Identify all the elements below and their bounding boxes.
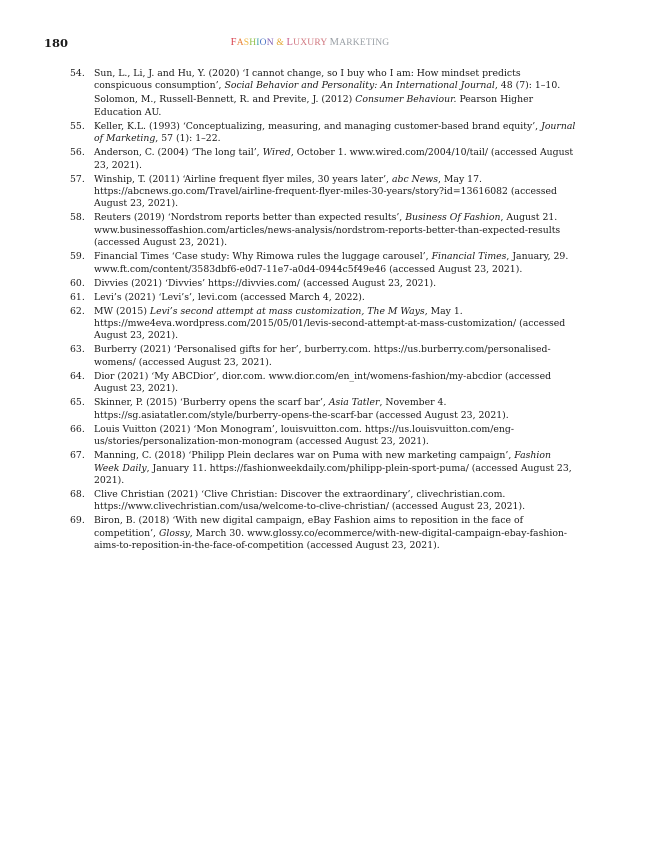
reference-number: 69. [70, 515, 85, 527]
reference-text [94, 68, 578, 93]
running-title-part: H [249, 38, 257, 48]
reference-number: 57. [70, 173, 85, 185]
reference-title-italic: Social Behavior and Personality: An International Journal [224, 80, 495, 92]
reference-text [94, 306, 578, 343]
reference-number: 55. [70, 120, 85, 132]
reference-text-part: Dior (2021) ‘My ABCDior’, dior.com. www.dior.com/en_int/womens-fashion/my-abcdior (accessed August 23, 2021). [94, 370, 552, 395]
reference-title-italic: Asia Tatler [328, 397, 380, 409]
reference-number: 56. [70, 147, 85, 159]
page-header [44, 36, 576, 52]
running-title-part: O [259, 38, 267, 48]
reference-number: 61. [70, 291, 85, 303]
reference-item [70, 212, 578, 249]
reference-number: 59. [70, 251, 85, 263]
reference-text-part: , 57 (1): 1–22. [155, 133, 221, 145]
reference-item [70, 306, 578, 343]
reference-text-part: Louis Vuitton (2021) ‘Mon Monogram’, louisvuitton.com. https://us.louisvuitton.com/eng-us/stories/personalization-mon-monogram (accessed August 23, 2021). [94, 423, 514, 448]
reference-text-part: Reuters (2019) ‘Nordstrom reports better than expected results’, [94, 212, 406, 224]
reference-title-italic: Wired [262, 147, 291, 159]
reference-item [70, 174, 578, 211]
reference-text-part: , March 30. www.glossy.co/ecommerce/with-new-digital-campaign-ebay-fashion-aims-to-reposition-in-the-face-of-competition (accessed August 23, 2021). [94, 527, 568, 552]
running-title-part: A [236, 38, 244, 48]
reference-title-italic: abc News [391, 173, 438, 185]
running-title-part: UXURY [293, 38, 330, 48]
reference-text [94, 424, 578, 449]
reference-item [70, 515, 578, 552]
reference-number: 68. [70, 488, 85, 500]
reference-text-part: , 48 (7): 1–10. [494, 80, 561, 92]
reference-text [94, 515, 578, 552]
running-title-part: I [256, 38, 260, 48]
reference-text [94, 397, 578, 422]
reference-list [70, 68, 578, 554]
reference-item [70, 121, 578, 146]
reference-text [94, 292, 578, 304]
reference-item [70, 489, 578, 514]
reference-text-part: , November 4. https://sg.asiatatler.com/style/burberry-opens-the-scarf-bar (accessed August 23, 2021). [94, 397, 509, 421]
running-title-part: L [286, 37, 294, 48]
reference-title-italic: Levi’s second attempt at mass customization, The M Ways [149, 305, 425, 317]
reference-title-italic: Financial Times [431, 251, 507, 263]
reference-text [94, 121, 578, 146]
reference-text [94, 251, 578, 276]
reference-number: 63. [70, 344, 85, 356]
reference-item [70, 424, 578, 449]
reference-text [94, 450, 578, 487]
reference-title-italic: Business Of Fashion [405, 212, 501, 224]
reference-number: 65. [70, 397, 85, 409]
reference-title-italic: Fashion Week Daily [94, 450, 551, 474]
reference-text-part: Burberry (2021) ‘Personalised gifts for her’, burberry.com. https://us.burberry.com/personalised-womens/ (accessed August 23, 2021). [94, 344, 551, 368]
reference-item [70, 344, 578, 369]
reference-text-part: , May 1. https://mwe4eva.wordpress.com/2015/05/01/levis-second-attempt-at-mass-customization/ (accessed August 23, 2021). [94, 305, 566, 342]
reference-title-italic: Journal of Marketing [94, 120, 576, 145]
reference-text-part: Manning, C. (2018) ‘Philipp Plein declares war on Puma with new marketing campaign’, [94, 450, 515, 462]
reference-text [94, 147, 578, 172]
reference-number: 54. [70, 68, 85, 79]
reference-text [94, 212, 578, 249]
reference-number: 66. [70, 423, 85, 435]
reference-text-part: Financial Times ‘Case study: Why Rimowa rules the luggage carousel’, [94, 251, 432, 263]
reference-text-part: Skinner, P. (2015) ‘Burberry opens the scarf bar’, [94, 397, 329, 409]
reference-text [94, 489, 578, 514]
reference-title-italic: Glossy [158, 527, 190, 539]
reference-text-part: Winship, T. (2011) ‘Airline frequent flyer miles, 30 years later’, [94, 173, 392, 185]
running-title-part: F [230, 37, 237, 48]
reference-text-part: MW (2015) [94, 305, 150, 317]
reference-number: 60. [70, 277, 85, 289]
reference-text [94, 278, 578, 290]
reference-item [70, 450, 578, 487]
reference-text-part: Clive Christian (2021) ‘Clive Christian: Discover the extraordinary’, clivechristian.com. https://www.clivechristian.com/usa/welcome-to-clive-christian/ (accessed August 23, 2021). [94, 488, 526, 513]
reference-item [70, 278, 578, 290]
reference-text [94, 371, 578, 396]
reference-text-part: Anderson, C. (2004) ‘The long tail’, [94, 147, 263, 159]
reference-text-part: Sun, L., Li, J. and Hu, Y. (2020) ‘I cannot change, so I buy who I am: How mindset predicts conspicuous consumption’, [94, 68, 521, 92]
reference-item [70, 371, 578, 396]
reference-item [70, 251, 578, 276]
running-title-part: N [266, 38, 277, 48]
reference-number: 62. [70, 305, 85, 317]
page-number: 180 [44, 36, 69, 50]
reference-number: 64. [70, 370, 85, 382]
reference-number: 58. [70, 212, 85, 224]
running-title-part: & [276, 38, 287, 48]
reference-text-part: Levi’s (2021) ‘Levi’s’, levi.com (accessed March 4, 2022). [94, 291, 365, 303]
running-title-part: ARKETING [339, 38, 390, 48]
reference-text-part: Keller, K.L. (1993) ‘Conceptualizing, measuring, and managing customer-based brand equity’, [94, 120, 542, 132]
running-title-part: M [329, 37, 340, 48]
reference-text [94, 94, 578, 119]
reference-text-part: , October 1. www.wired.com/2004/10/tail/ (accessed August 23, 2021). [94, 147, 574, 171]
reference-text-part: , January 11. https://fashionweekdaily.com/philipp-plein-sport-puma/ (accessed August 23, 2021). [94, 462, 572, 486]
reference-text-part: , January, 29. www.ft.com/content/3583dbf6-e0d7-11e7-a0d4-0944c5f49e46 (accessed August 23, 2021). [94, 251, 569, 275]
reference-item [70, 397, 578, 422]
running-title [44, 37, 576, 48]
reference-text [94, 174, 578, 211]
reference-text-part: Pearson Higher Education AU. [94, 94, 534, 118]
reference-text-part: , August 21. www.businessoffashion.com/articles/news-analysis/nordstrom-reports-better-than-expected-results (accessed August 23, 2021). [94, 212, 561, 249]
reference-item [70, 292, 578, 304]
reference-text-part: Biron, B. (2018) ‘With new digital campaign, eBay Fashion aims to reposition in the face of competition’, [94, 515, 524, 539]
reference-item [70, 94, 578, 119]
reference-text-part: Divvies (2021) ‘Divvies’ https://divvies.com/ (accessed August 23, 2021). [94, 277, 437, 289]
reference-text-part: , May 17. https://abcnews.go.com/Travel/airline-frequent-flyer-miles-30-years/story?id=13616082 (accessed August 23, 2021). [94, 173, 558, 210]
running-title-part: S [243, 38, 250, 48]
reference-number: 67. [70, 450, 85, 462]
reference-item [70, 147, 578, 172]
reference-text-part: Solomon, M., Russell-Bennett, R. and Previte, J. (2012) [94, 94, 356, 106]
reference-text [94, 344, 578, 369]
reference-item [70, 68, 578, 93]
reference-title-italic: Consumer Behaviour. [355, 94, 457, 106]
